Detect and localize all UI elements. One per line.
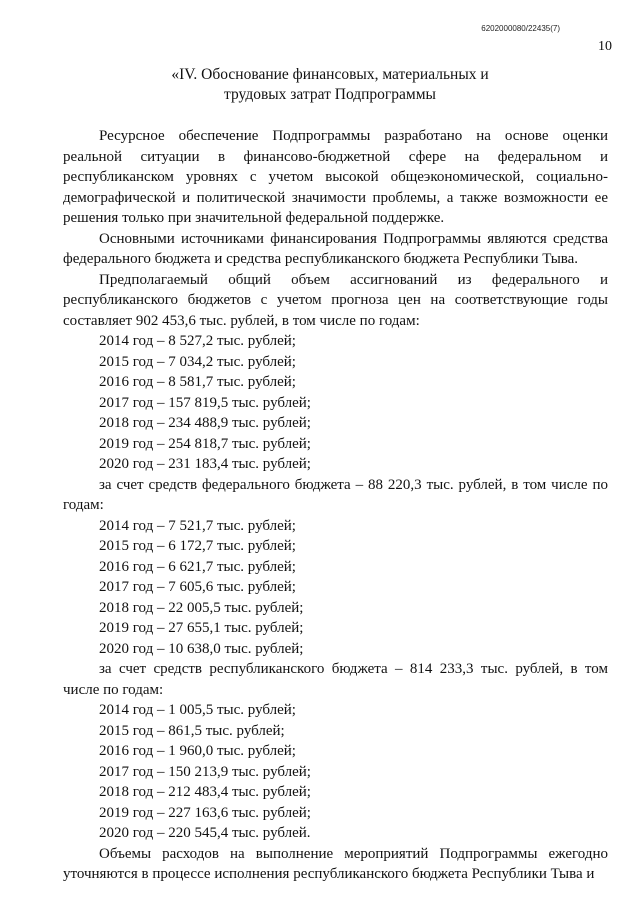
total-by-year-list <box>63 331 608 475</box>
paragraph-funding-sources: Основными источниками финансирования Подпрограммы являются средства федерального бюджета и средства республиканского бюджета Республики Тыва. <box>63 230 608 267</box>
list-item: 2014 год – 1 005,5 тыс. рублей; <box>99 702 296 718</box>
list-item: 2020 год – 10 638,0 тыс. рублей; <box>99 640 304 657</box>
federal-by-year-list <box>63 516 608 660</box>
list-item: 2018 год – 234 488,9 тыс. рублей; <box>99 415 311 431</box>
list-item: 2017 год – 157 819,5 тыс. рублей; <box>99 394 311 411</box>
heading-line-1: «IV. Обоснование финансовых, материальных и <box>171 66 489 83</box>
list-item: 2018 год – 212 483,4 тыс. рублей; <box>99 784 311 800</box>
list-item: 2016 год – 8 581,7 тыс. рублей; <box>99 374 296 390</box>
paragraph-resource-basis: Ресурсное обеспечение Подпрограммы разработано на основе оценки реальной ситуации в финансово-бюджетной сфере на федеральном и республиканском уровнях с учетом высокой общеэкономической, социально-демографической и политической значимости проблемы, а также возможности ее решения только при значительной федеральной поддержке. <box>63 128 608 226</box>
list-item: 2020 год – 231 183,4 тыс. рублей; <box>99 456 311 472</box>
list-item: 2017 год – 150 213,9 тыс. рублей; <box>99 763 311 780</box>
list-item: 2014 год – 7 521,7 тыс. рублей; <box>99 517 296 534</box>
document-code: 6202000080/22435(7) <box>481 24 560 33</box>
list-item: 2019 год – 254 818,7 тыс. рублей; <box>99 435 311 452</box>
list-item: 2019 год – 27 655,1 тыс. рублей; <box>99 620 304 636</box>
paragraph-total-funding: Предполагаемый общий объем ассигнований из федерального и республиканского бюджетов с учетом прогноза цен на соответствующие годы составляет 902 453,6 тыс. рублей, в том числе по годам: <box>63 271 608 329</box>
heading-line-2: трудовых затрат Подпрограммы <box>224 86 436 103</box>
page-number: 10 <box>598 39 612 54</box>
list-item: 2020 год – 220 545,4 тыс. рублей. <box>99 825 311 841</box>
list-item: 2014 год – 8 527,2 тыс. рублей; <box>99 333 296 349</box>
section-heading <box>90 65 570 105</box>
list-item: 2015 год – 7 034,2 тыс. рублей; <box>99 353 296 370</box>
list-item: 2015 год – 6 172,7 тыс. рублей; <box>99 538 296 554</box>
list-item: 2017 год – 7 605,6 тыс. рублей; <box>99 579 296 595</box>
paragraph-republic-budget: за счет средств республиканского бюджета – 814 233,3 тыс. рублей, в том числе по годам: <box>63 661 608 698</box>
list-item: 2016 год – 1 960,0 тыс. рублей; <box>99 743 296 759</box>
paragraph-annual-adjustment: Объемы расходов на выполнение мероприятий Подпрограммы ежегодно уточняются в процессе исполнения республиканского бюджета Республики Тыва и <box>63 845 608 882</box>
paragraph-federal-budget: за счет средств федерального бюджета – 88 220,3 тыс. рублей, в том числе по годам: <box>63 476 608 513</box>
list-item: 2018 год – 22 005,5 тыс. рублей; <box>99 599 304 616</box>
republic-by-year-list <box>63 700 608 844</box>
list-item: 2019 год – 227 163,6 тыс. рублей; <box>99 804 311 821</box>
document-body <box>63 126 608 885</box>
list-item: 2015 год – 861,5 тыс. рублей; <box>99 722 285 739</box>
list-item: 2016 год – 6 621,7 тыс. рублей; <box>99 558 296 575</box>
